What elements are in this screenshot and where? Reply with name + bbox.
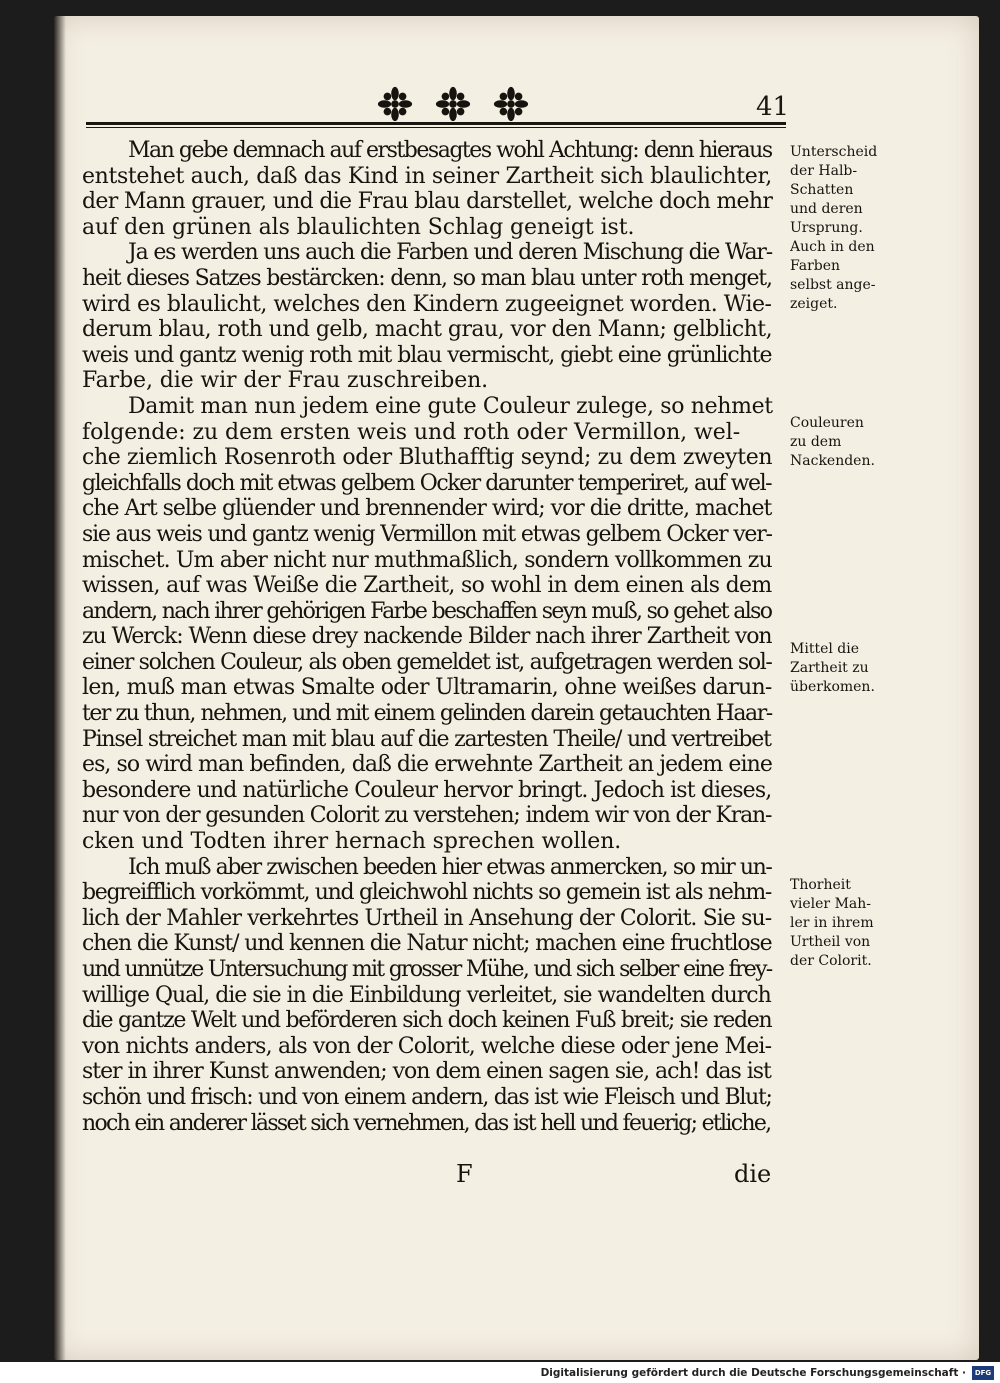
text-line: Pinsel streichet man mit blau auf die zartesten Theile/ und vertreibet (82, 726, 771, 752)
margin-note-line: Zartheit zu (790, 660, 869, 676)
text-line: die gantze Welt und beförderen sich doch keinen Fuß breit; sie reden (82, 1008, 772, 1034)
margin-note-line: ler in ihrem (790, 915, 874, 931)
footer-bar (0, 1362, 1000, 1383)
text-line: auf den grünen als blaulichten Schlag geneigt ist. (82, 214, 635, 240)
text-line: cken und Todten ihrer hernach sprechen wollen. (82, 829, 622, 855)
text-line: entstehet auch, daß das Kind in seiner Zartheit sich blaulichter, (82, 163, 772, 189)
margin-note-line: Urtheil von (790, 934, 871, 950)
text-line: sie aus weis und gantz wenig Vermillon mit etwas gelbem Ocker ver- (82, 521, 772, 547)
footer-credit: Digitalisierung gefördert durch die Deutsche Forschungsgemeinschaft · (540, 1366, 966, 1379)
text-line: lich der Mahler verkehrtes Urtheil in Ansehung der Colorit. Sie su- (82, 905, 772, 931)
text-line: ster in ihrer Kunst anwenden; von dem einen sagen sie, ach! das ist (82, 1059, 771, 1085)
margin-note-line: Schatten (790, 182, 854, 198)
margin-note-line: Thorheit (790, 877, 851, 893)
text-line: chen die Kunst/ und kennen die Natur nicht; machen eine fruchtlose (82, 931, 772, 957)
margin-note-line: vieler Mah- (790, 896, 872, 912)
margin-note-line: Ursprung. (790, 220, 863, 236)
text-line: len, muß man etwas Smalte oder Ultramarin, ohne weißes darun- (82, 675, 772, 701)
text-line: ter zu thun, nehmen, und mit einem gelinden darein getauchten Haar- (82, 701, 772, 727)
ornament-flower-icon (492, 85, 530, 123)
text-line: che ziemlich Rosenroth oder Bluthafftig seynd; zu dem zweyten (82, 445, 773, 471)
margin-note-line: selbst ange- (790, 277, 876, 293)
text-line: von nichts anders, als von der Colorit, welche diese oder jene Mei- (82, 1033, 772, 1059)
header-ornament (368, 84, 538, 124)
text-line: willige Qual, die sie in die Einbildung verleitet, sie wandelten durch (82, 982, 771, 1008)
text-line: Damit man nun jedem eine gute Couleur zulege, so nehmet (128, 393, 773, 419)
text-line: mischet. Um aber nicht nur muthmaßlich, sondern vollkommen zu (82, 547, 772, 573)
text-line: begreifflich vorkömmt, und gleichwohl nichts so gemein ist als nehm- (82, 880, 772, 906)
text-line: folgende: zu dem ersten weis und roth oder Vermillon, wel- (82, 419, 741, 445)
text-line: wird es blaulicht, welches den Kindern zugeeignet worden. Wie- (82, 291, 772, 317)
margin-note (790, 414, 882, 471)
text-line: Ich muß aber zwischen beeden hier etwas anmercken, so mir un- (128, 854, 772, 880)
text-line: schön und frisch: und von einem andern, das ist wie Fleisch und Blut; (82, 1084, 772, 1110)
dfg-logo-icon: DFG (972, 1366, 994, 1380)
text-line: weis und gantz wenig roth mit blau vermischt, giebt eine grünlichte (82, 342, 772, 368)
margin-note-line: zu dem (790, 434, 842, 450)
ornament-flower-icon (376, 85, 414, 123)
margin-note-line: überkomen. (790, 679, 875, 695)
margin-note-line: Auch in den (790, 239, 875, 255)
text-line: heit dieses Satzes bestärcken: denn, so man blau unter roth menget, (82, 265, 772, 291)
text-line: und unnütze Untersuchung mit grosser Mühe, und sich selber eine frey- (82, 957, 772, 982)
header-rule-thin (86, 127, 786, 128)
text-line: noch ein anderer lässet sich vernehmen, das ist hell und feuerig; etliche, (82, 1110, 771, 1136)
text-line: der Mann grauer, und die Frau blau darstellet, welche doch mehr (82, 189, 773, 215)
margin-note-line: Couleuren (790, 415, 864, 431)
text-line: einer solchen Couleur, als oben gemeldet ist, aufgetragen werden sol- (82, 649, 772, 675)
gutter-shadow (54, 16, 66, 1360)
text-line: nur von der gesunden Colorit zu verstehen; indem wir von der Kran- (82, 803, 772, 829)
margin-note (790, 143, 882, 314)
margin-note-line: Mittel die (790, 641, 860, 657)
page-number: 41 (756, 92, 790, 122)
signature-mark: F (456, 1160, 473, 1188)
margin-note (790, 640, 882, 697)
text-line: derum blau, roth und gelb, macht grau, vor den Mann; gelblicht, (82, 317, 773, 343)
text-line: Man gebe demnach auf erstbesagtes wohl Achtung: denn hieraus (128, 138, 772, 163)
margin-note-line: Nackenden. (790, 453, 875, 469)
margin-note (790, 876, 882, 971)
main-text (82, 138, 782, 1136)
text-line: wissen, auf was Weiße die Zartheit, so wohl in dem einen als dem (82, 573, 772, 599)
text-line: es, so wird man befinden, daß die erwehnte Zartheit an jedem eine (82, 752, 772, 778)
text-line: andern, nach ihrer gehörigen Farbe beschaffen seyn muß, so gehet also (82, 598, 772, 624)
margin-note-line: der Colorit. (790, 953, 872, 969)
text-line: zu Werck: Wenn diese drey nackende Bilder nach ihrer Zartheit von (82, 624, 772, 650)
margin-note-line: Farben (790, 258, 841, 274)
text-line: besondere und natürliche Couleur hervor bringt. Jedoch ist dieses, (82, 777, 772, 803)
text-line: Ja es werden uns auch die Farben und deren Mischung die War- (128, 240, 772, 266)
margin-note-line: Unterscheid (790, 144, 878, 160)
text-line: gleichfalls doch mit etwas gelbem Ocker darunter temperiret, auf wel- (82, 470, 772, 496)
text-line: che Art selbe glüender und brennender wird; vor die dritte, machet (82, 496, 772, 522)
margin-note-line: der Halb- (790, 163, 858, 179)
margin-note-line: zeiget. (790, 296, 838, 312)
ornament-flower-icon (434, 85, 472, 123)
margin-note-line: und deren (790, 201, 863, 217)
catchword: die (734, 1160, 772, 1188)
header-rule (86, 122, 786, 125)
text-line: Farbe, die wir der Frau zuschreiben. (82, 368, 489, 394)
